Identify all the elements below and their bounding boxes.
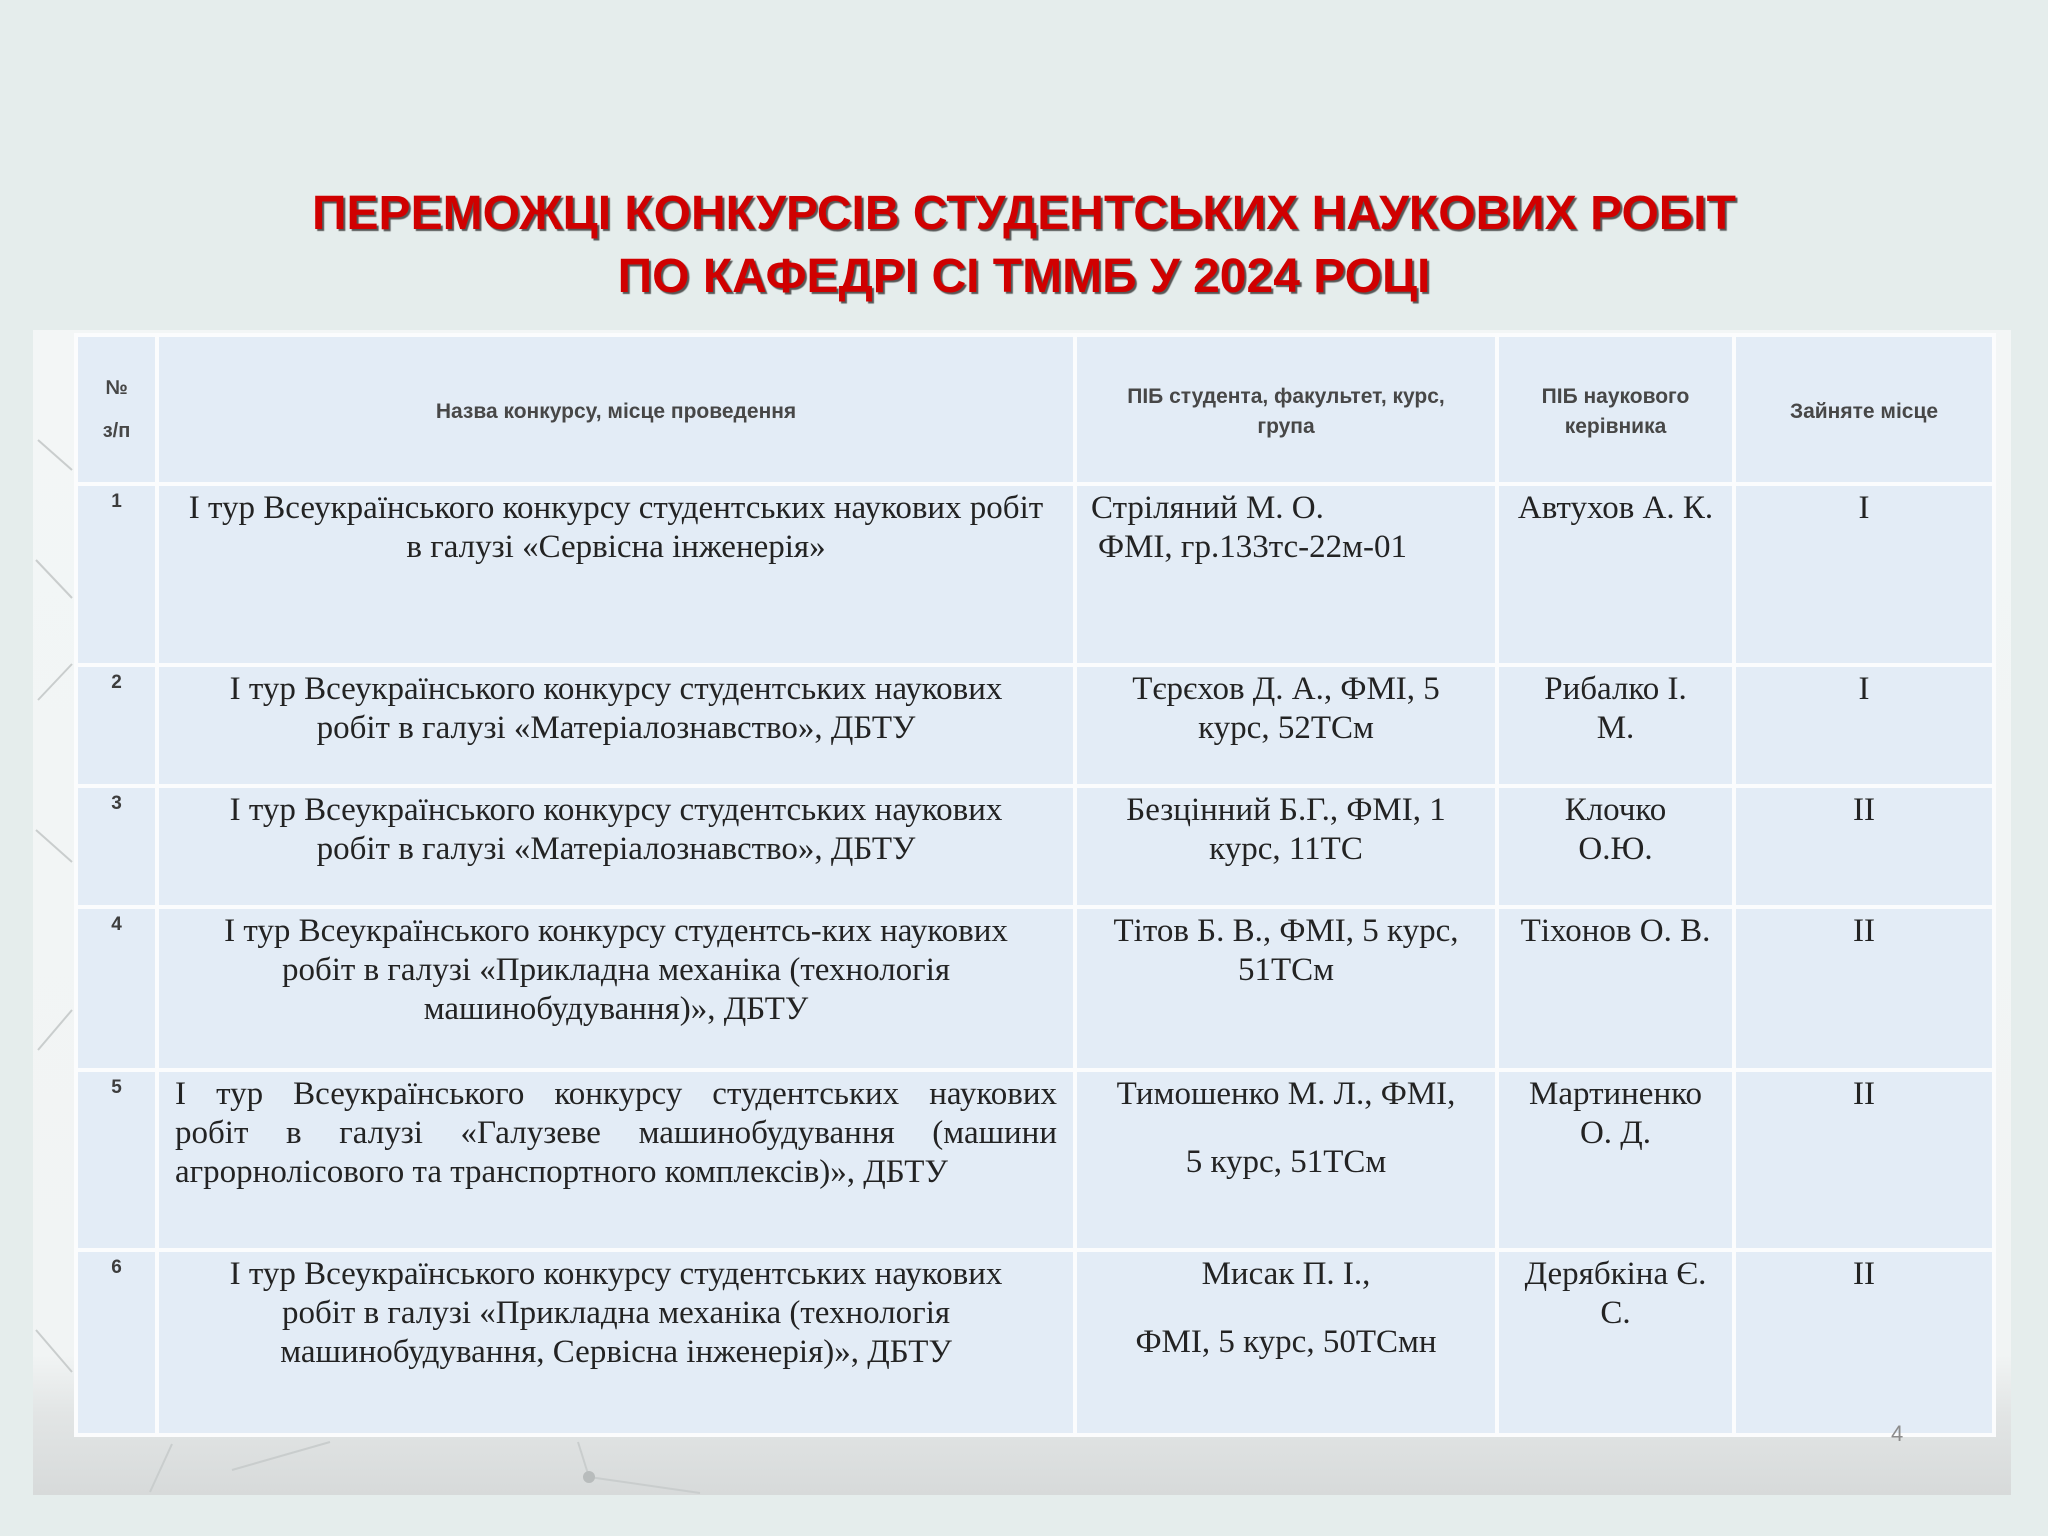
supervisor-line: Рибалко І.	[1544, 671, 1687, 707]
student-line: Безцінний Б.Г., ФМІ, 1	[1126, 792, 1446, 828]
supervisor-line: С.	[1600, 1295, 1631, 1331]
row-number	[78, 909, 155, 1068]
row-number-text: 1	[111, 491, 122, 512]
header-line: ПІБ наукового	[1541, 385, 1690, 408]
winners-table	[74, 333, 1996, 1437]
header-contest	[159, 337, 1073, 482]
supervisor-cell	[1499, 1072, 1732, 1248]
header-line: Назва конкурсу, місце проведення	[435, 400, 797, 423]
header-student	[1077, 337, 1495, 482]
place-cell	[1736, 667, 1992, 784]
student-line: Тєрєхов Д. А., ФМІ, 5	[1132, 671, 1440, 707]
supervisor-line: Тіхонов О. В.	[1520, 913, 1711, 949]
row-number-text: 5	[111, 1077, 122, 1098]
student-cell	[1077, 1072, 1495, 1248]
supervisor-cell	[1499, 1252, 1732, 1433]
place-value: I	[1858, 671, 1870, 707]
row-number-text: 3	[111, 793, 122, 814]
contest-line: робіт в галузі «Прикладна механіка (технологія	[281, 1295, 951, 1331]
contest-line: І тур Всеукраїнського конкурсу студентських наукових	[175, 1076, 1057, 1112]
row-number-text: 2	[111, 672, 122, 693]
header-line: керівника	[1564, 415, 1667, 438]
header-line: ПІБ студента, факультет, курс,	[1127, 385, 1445, 408]
supervisor-line: Мартиненко	[1529, 1076, 1702, 1112]
header-line: №	[105, 376, 128, 399]
contest-line: І тур Всеукраїнського конкурсу студентських наукових робіт	[188, 490, 1044, 526]
student-line: ФМІ, гр.133тс-22м-01	[1098, 529, 1408, 565]
contest-line: робіт в галузі «Матеріалознавство», ДБТУ	[316, 710, 916, 746]
student-line: 51ТСм	[1237, 952, 1335, 988]
contest-cell	[159, 788, 1073, 905]
contest-cell	[159, 667, 1073, 784]
contest-line: агрорнолісового та транспортного комплексів)», ДБТУ	[175, 1154, 948, 1190]
student-line: Тітов Б. В., ФМІ, 5 курс,	[1113, 913, 1459, 949]
student-line: Тимошенко М. Л., ФМІ,	[1116, 1076, 1456, 1112]
contest-cell	[159, 909, 1073, 1068]
supervisor-line: Автухов А. К.	[1517, 490, 1714, 526]
supervisor-cell	[1499, 667, 1732, 784]
row-number	[78, 667, 155, 784]
supervisor-line: О. Д.	[1579, 1115, 1652, 1151]
slide-title	[0, 182, 2048, 308]
row-number	[78, 486, 155, 663]
contest-line: І тур Всеукраїнського конкурсу студентських наукових	[229, 671, 1003, 707]
contest-line: І тур Всеукраїнського конкурсу студентсь-ких наукових	[224, 913, 1008, 949]
contest-cell	[159, 1072, 1073, 1248]
header-line: з/п	[102, 419, 131, 442]
contest-cell	[159, 486, 1073, 663]
student-cell	[1077, 788, 1495, 905]
place-cell	[1736, 1072, 1992, 1248]
header-line: група	[1257, 415, 1315, 438]
supervisor-cell	[1499, 909, 1732, 1068]
place-value: II	[1853, 1076, 1875, 1112]
row-number	[78, 1072, 155, 1248]
slide-title-line-1: ПЕРЕМОЖЦІ КОНКУРСІВ СТУДЕНТСЬКИХ НАУКОВИХ РОБІТ	[312, 187, 1736, 240]
student-line: ФМІ, 5 курс, 50ТСмн	[1135, 1324, 1437, 1360]
supervisor-line: Дерябкіна Є.	[1524, 1256, 1707, 1292]
contest-line: машинобудування, Сервісна інженерія)», ДБТУ	[280, 1334, 952, 1370]
place-cell	[1736, 788, 1992, 905]
supervisor-line: М.	[1596, 710, 1635, 746]
contest-line: машинобудування)», ДБТУ	[423, 991, 809, 1027]
place-cell	[1736, 486, 1992, 663]
contest-line: робіт в галузі «Матеріалознавство», ДБТУ	[316, 831, 916, 867]
contest-line: І тур Всеукраїнського конкурсу студентських наукових	[229, 1256, 1003, 1292]
contest-line: робіт в галузі «Галузеве машинобудування (машини	[175, 1115, 1057, 1151]
supervisor-cell	[1499, 486, 1732, 663]
student-line: курс, 11ТС	[1209, 831, 1363, 867]
student-line: курс, 52ТСм	[1198, 710, 1374, 746]
student-line: 5 курс, 51ТСм	[1185, 1144, 1387, 1180]
page-number: 4	[1891, 1421, 1904, 1446]
header-number	[78, 337, 155, 482]
student-line: Мисак П. І.,	[1201, 1256, 1371, 1292]
student-line: Стріляний М. О.	[1091, 490, 1324, 526]
student-cell	[1077, 486, 1495, 663]
place-value: I	[1858, 490, 1870, 526]
student-cell	[1077, 1252, 1495, 1433]
header-supervisor	[1499, 337, 1732, 482]
supervisor-line: О.Ю.	[1578, 831, 1653, 867]
header-place	[1736, 337, 1992, 482]
student-cell	[1077, 667, 1495, 784]
supervisor-line: Клочко	[1564, 792, 1667, 828]
row-number	[78, 1252, 155, 1433]
place-cell	[1736, 909, 1992, 1068]
contest-cell	[159, 1252, 1073, 1433]
supervisor-cell	[1499, 788, 1732, 905]
student-cell	[1077, 909, 1495, 1068]
header-line: Зайняте місце	[1789, 400, 1939, 423]
place-cell	[1736, 1252, 1992, 1433]
place-value: II	[1853, 1256, 1875, 1292]
place-value: II	[1853, 792, 1875, 828]
row-number-text: 6	[111, 1257, 122, 1278]
contest-line: І тур Всеукраїнського конкурсу студентських наукових	[229, 792, 1003, 828]
slide-title-line-2: ПО КАФЕДРІ СІ ТММБ У 2024 РОЦІ	[617, 250, 1431, 303]
contest-line: в галузі «Сервісна інженерія»	[406, 529, 826, 565]
row-number-text: 4	[111, 914, 122, 935]
row-number	[78, 788, 155, 905]
place-value: II	[1853, 913, 1875, 949]
contest-line: робіт в галузі «Прикладна механіка (технологія	[281, 952, 951, 988]
